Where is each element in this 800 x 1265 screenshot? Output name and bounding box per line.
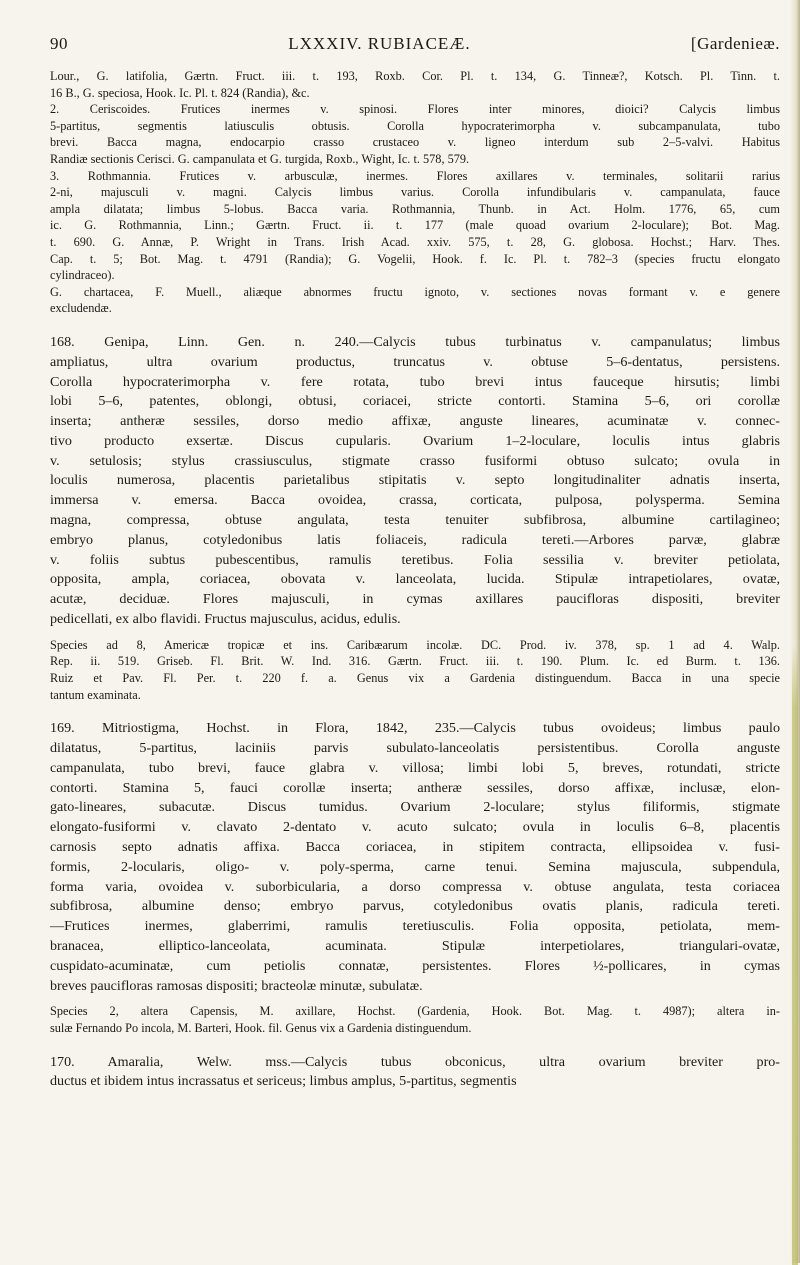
text-line: G. chartacea, F. Muell., aliæque abnormes fructu ignoto, v. sectiones novas formant v. e genere bbox=[50, 284, 780, 299]
page-header bbox=[50, 34, 780, 54]
paragraph-cont bbox=[50, 68, 780, 101]
section-title: [Gardenieæ. bbox=[690, 34, 780, 53]
text-line: lobi 5–6, patentes, oblongi, obtusi, coriacei, stricte contorti. Stamina 5–6, ori corollæ bbox=[50, 393, 780, 410]
text-line: tantum examinata. bbox=[50, 687, 141, 702]
paragraph-mitriostigma bbox=[50, 719, 780, 996]
text-line: 2-ni, majusculi v. magni. Calycis limbus varius. Corolla infundibularis v. campanulata, fauce bbox=[50, 185, 780, 200]
text-line: acutæ, deciduæ. Flores majusculi, in cymas axillares paucifloras dispositi, breviter bbox=[50, 591, 780, 608]
paragraph-chartacea bbox=[50, 284, 780, 317]
text-line: ic. G. Rothmannia, Linn.; Gærtn. Fruct. ii. t. 177 (male quoad ovarium 2-loculare); Bot. Mag. bbox=[50, 218, 780, 233]
text-line: subfibrosa, albumine denso; embryo parvus, cotyledonibus ovatis planis, radicula tereti. bbox=[50, 898, 780, 915]
text-line: embryo planus, cotyledonibus latis foliaceis, radicula tereti.—Arbores parvæ, glabræ bbox=[50, 531, 780, 548]
text-line: campanulata, tubo brevi, fauce glabra v. villosa; limbi lobi 5, breves, rotundati, stricte bbox=[50, 759, 780, 776]
paragraph-spacer bbox=[50, 1037, 780, 1053]
text-line: pedicellati, ex albo flavidi. Fructus majusculus, acidus, edulis. bbox=[50, 611, 401, 628]
text-line: brevi. Bacca magna, endocarpio crasso crustaceo v. ligneo interdum sub 2–5-valvi. Habitus bbox=[50, 135, 780, 150]
text-line: ductus et ibidem intus incrassatus et sericeus; limbus amplus, 5-partitus, segmentis bbox=[50, 1073, 517, 1090]
text-line: Lour., G. latifolia, Gærtn. Fruct. iii. t. 193, Roxb. Cor. Pl. t. 134, G. Tinneæ?, Kotsch. Pl. Tinn. t. bbox=[50, 69, 780, 83]
text-line: excludendæ. bbox=[50, 301, 112, 316]
paragraph-amaralia bbox=[50, 1053, 780, 1093]
text-line: Rep. ii. 519. Griseb. Fl. Brit. W. Ind. 316. Gærtn. Fruct. iii. t. 190. Plum. Ic. ed Burm. t. 136. bbox=[50, 654, 780, 669]
text-line: contorti. Stamina 5, fauci corollæ inserta; antheræ sessiles, dorso affixæ, inclusæ, elon- bbox=[50, 779, 780, 796]
text-line: immersa v. emersa. Bacca ovoidea, crassa, corticata, pulposa, polysperma. Semina bbox=[50, 492, 780, 509]
text-line: breves paucifloras ramosas dispositi; bracteolæ minutæ, subulatæ. bbox=[50, 977, 423, 994]
text-line: forma varia, ovoidea v. suborbicularia, a dorso compressa v. obtuse angulata, testa coriacea bbox=[50, 878, 780, 895]
text-line: Ruiz et Pav. Fl. Per. t. 220 f. a. Genus vix a Gardenia distinguendum. Bacca in una specie bbox=[50, 671, 780, 686]
page-number: 90 bbox=[50, 34, 68, 53]
page-body bbox=[50, 68, 780, 1092]
paragraph-genipa bbox=[50, 333, 780, 630]
text-line: Cap. t. 5; Bot. Mag. t. 4791 (Randia); G. Vogelii, Hook. f. Ic. Pl. t. 782–3 (species fructu elongato bbox=[50, 251, 780, 266]
text-line: formis, 2-locularis, oligo- v. poly-sperma, carne tenui. Semina majuscula, subpendula, bbox=[50, 858, 780, 875]
paragraph-spacer bbox=[50, 703, 780, 719]
text-line: v. setulosis; stylus crassiusculus, stigmate crasso fusiformi obtuso sulcato; ovula in bbox=[50, 452, 780, 469]
text-line: loculis numerosa, placentis parietalibus stipitatis v. septo longitudinaliter adnatis inserta, bbox=[50, 472, 780, 489]
text-line: 3. Rothmannia. Frutices v. arbusculæ, inermes. Flores axillares v. terminales, solitarii rarius bbox=[50, 168, 780, 183]
text-line: elongato-fusiformi v. clavato 2-dentato v. acuto sulcato; ovula in loculis 6–8, placentis bbox=[50, 819, 780, 836]
text-line: Corolla hypocraterimorpha v. fere rotata, tubo brevi intus fauceque hirsutis; limbi bbox=[50, 373, 780, 390]
paragraph-spacer bbox=[50, 630, 780, 637]
text-line: dilatatus, 5-partitus, laciniis parvis subulato-lanceolatis persistentibus. Corolla anguste bbox=[50, 740, 780, 757]
text-line: Species 2, altera Capensis, M. axillare, Hochst. (Gardenia, Hook. Bot. Mag. t. 4987); altera in- bbox=[50, 1004, 780, 1019]
paragraph-spacer bbox=[50, 996, 780, 1003]
paragraph-spacer bbox=[50, 317, 780, 333]
text-line: cuspidato-acuminatæ, cum petiolis connatæ, persistentes. Flores ½-pollicares, in cymas bbox=[50, 957, 780, 974]
text-line: carnosis septo adnatis affixa. Bacca coriacea, in stipitem contracta, ellipsoidea v. fusi- bbox=[50, 839, 780, 856]
text-line: 168. Genipa, Linn. Gen. n. 240.—Calycis tubus turbinatus v. campanulatus; limbus bbox=[50, 333, 780, 350]
text-line: 169. Mitriostigma, Hochst. in Flora, 1842, 235.—Calycis tubus ovoideus; limbus paulo bbox=[50, 720, 780, 737]
text-line: 170. Amaralia, Welw. mss.—Calycis tubus obconicus, ultra ovarium breviter pro- bbox=[50, 1053, 780, 1070]
text-line: Species ad 8, Americæ tropicæ et ins. Caribæarum incolæ. DC. Prod. iv. 378, sp. 1 ad 4. Walp. bbox=[50, 637, 780, 652]
text-line: 2. Ceriscoides. Frutices inermes v. spinosi. Flores inter minores, dioici? Calycis limbus bbox=[50, 102, 780, 117]
text-line: inserta; antheræ sessiles, dorso medio affixæ, anguste lineares, acuminatæ v. connec- bbox=[50, 413, 780, 430]
text-line: Randiæ sectionis Cerisci. G. campanulata et G. turgida, Roxb., Wight, Ic. t. 578, 579. bbox=[50, 151, 470, 166]
text-line: branacea, elliptico-lanceolata, acuminata. Stipulæ interpetiolares, triangulari-ovatæ, bbox=[50, 938, 780, 954]
paragraph-sect2 bbox=[50, 101, 780, 167]
text-line: gato-lineares, subacutæ. Discus tumidus. Ovarium 2-loculare; stylus filiformis, stigmate bbox=[50, 799, 780, 816]
text-line: ampliatus, ultra ovarium productus, truncatus v. obtuse 5–6-dentatus, persistens. bbox=[50, 353, 780, 370]
text-line: cylindraceo). bbox=[50, 268, 115, 283]
text-line: magna, compressa, obtuse angulata, testa tenuiter subfibrosa, albumine cartilagineo; bbox=[50, 512, 780, 529]
chapter-title: LXXXIV. RUBIACEÆ. bbox=[288, 34, 471, 53]
text-line: opposita, ampla, coriacea, obovata v. lanceolata, lucida. Stipulæ intrapetiolares, ovatæ, bbox=[50, 571, 780, 588]
paragraph-sect3 bbox=[50, 168, 780, 284]
text-line: tivo producto exsertæ. Discus cupularis. Ovarium 1–2-loculare, loculis intus glabris bbox=[50, 432, 780, 449]
text-line: 5-partitus, segmentis latiusculis obtusis. Corolla hypocraterimorpha v. subcampanulata, tubo bbox=[50, 118, 780, 133]
page-stain bbox=[792, 645, 798, 1265]
text-line: v. foliis subtus pubescentibus, ramulis teretibus. Folia sessilia v. breviter petiolata, bbox=[50, 551, 780, 568]
text-line: t. 690. G. Annæ, P. Wright in Trans. Irish Acad. xxiv. 575, t. 28, G. globosa. Hochst.; Harv. Thes. bbox=[50, 234, 780, 249]
text-line: —Frutices inermes, glaberrimi, ramulis teretiusculis. Folia opposita, petiolata, mem- bbox=[50, 918, 780, 935]
paragraph-genipa-species bbox=[50, 637, 780, 703]
text-line: sulæ Fernando Po incola, M. Barteri, Hook. fil. Genus vix a Gardenia distinguendum. bbox=[50, 1020, 472, 1035]
text-line: 16 B., G. speciosa, Hook. Ic. Pl. t. 824 (Randia), &c. bbox=[50, 85, 310, 100]
text-line: ampla dilatata; limbus 5-lobus. Bacca varia. Rothmannia, Thunb. in Act. Holm. 1776, 65, cum bbox=[50, 201, 780, 216]
paragraph-mitriostigma-species bbox=[50, 1003, 780, 1036]
